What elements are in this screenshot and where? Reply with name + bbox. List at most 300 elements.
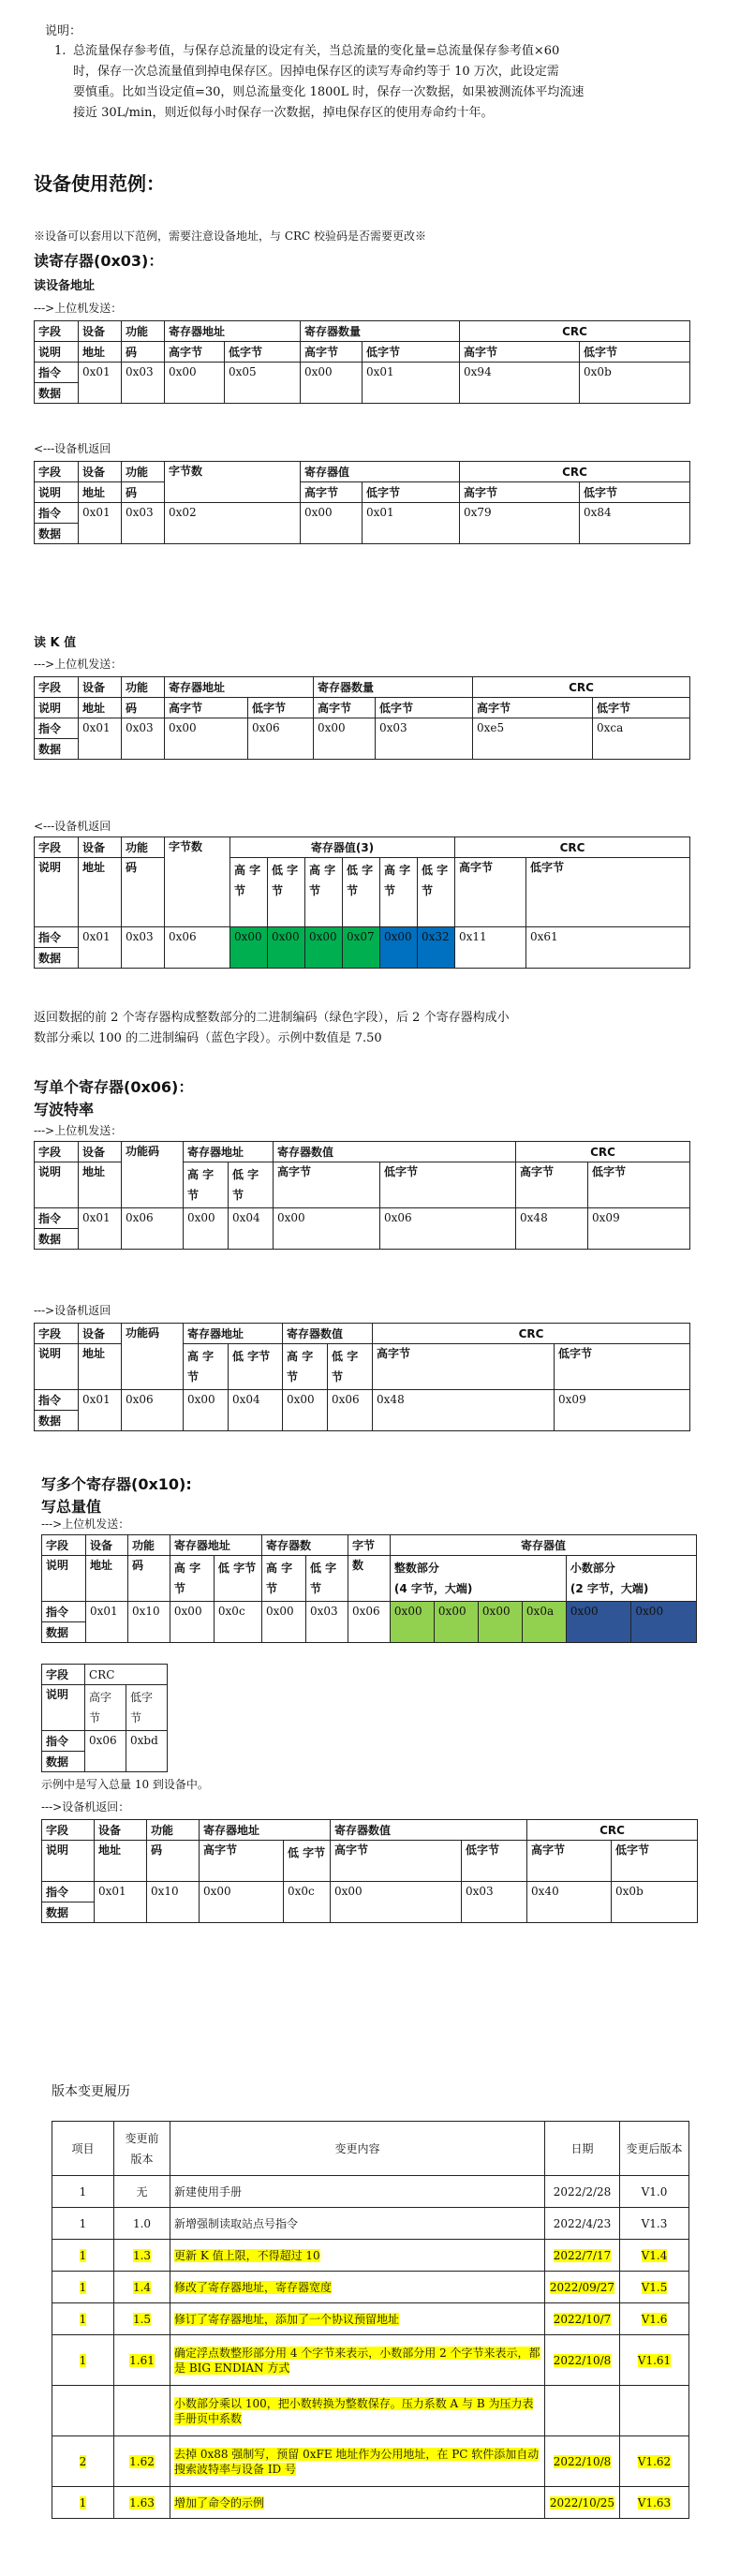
decimal-part-note: (2 字节，大端) [570,1582,649,1595]
history-date-cell [545,2436,620,2487]
examples-note: ※设备可以套用以下范例，需要注意设备地址，与 CRC 校验码是否需要更改※ [34,229,427,243]
cell: 高字节 [473,698,593,718]
history-content-cell [170,2176,545,2208]
cell: 指令 [42,1731,85,1752]
cell: 低字节 [526,858,690,927]
cell: 0x04 [229,1208,274,1250]
cell: 0x01 [79,718,122,760]
blue-cell: 0x00 [566,1602,630,1643]
integer-part-label: 整数部分 [393,1562,439,1575]
green-cell: 0x00 [434,1602,478,1643]
cell: 地址 [79,698,122,718]
write10-crc-table [41,1664,168,1772]
cell: 0x00 [170,1602,214,1643]
history-item-cell [52,2272,114,2303]
write10-subtitle: 写总量值 [41,1498,102,1516]
cell: CRC [460,462,690,482]
cell: CRC [455,837,690,858]
cell: 地址 [79,342,122,363]
header-cell: 项目 [52,2122,114,2176]
read03-subtitle: 读设备地址 [34,279,96,293]
green-cell: 0x00 [478,1602,522,1643]
cell: 0x03 [122,927,165,969]
cell: 0x48 [516,1208,588,1250]
note-body [54,41,729,124]
history-date-cell [545,2176,620,2208]
cell: 设备 [79,462,122,482]
cell: 功能码 [122,1142,184,1208]
cell: 0x03 [122,718,165,760]
cell: 字段 [35,462,79,482]
cell: 0x01 [79,363,122,404]
cell: 码 [122,698,165,718]
history-content-cell [170,2303,545,2335]
history-item-cell [52,2386,114,2436]
history-content: 去掉 0x88 强制写，预留 0xFE 地址作为公用地址，在 PC 软件添加自动搜索波特率与设备 ID 号 [174,2447,540,2476]
cell: 高 字节 [230,858,268,927]
cell: 地址 [79,1344,122,1390]
cell: 高 字 节 [184,1162,229,1208]
cell: 指令 [35,927,79,948]
history-after-cell [620,2303,689,2335]
cell: 高字节 [373,1344,555,1390]
history-before-cell [114,2436,170,2487]
write06-send-label: --->上位机发送： [34,1124,123,1137]
cell [566,1556,696,1602]
blue-cell: 0x00 [631,1602,697,1643]
cell: 0x00 [301,503,363,544]
history-content: 确定浮点数整形部分用 4 个字节来表示，小数部分用 2 个字节来表示，都是 BIG ENDIAN 方式 [174,2346,540,2375]
history-date: 2022/7/17 [553,2248,612,2262]
cell: 低字节 [555,1344,690,1390]
cell: 0xbd [126,1731,168,1772]
cell: 数据 [42,1902,95,1923]
history-after: V1.62 [637,2454,672,2468]
read03-send-label: --->上位机发送： [34,302,123,315]
cell: 说明 [35,342,79,363]
note-line: 要慎重。比如当设定值=30，则总流量变化 1800L 时，保存一次数据，如果被测流体平均流速 [73,85,585,99]
history-item-cell [52,2240,114,2272]
cell: 说明 [42,1685,85,1731]
write10-send-table [41,1534,697,1643]
cell: 低字节 [580,482,690,503]
history-before: 无 [136,2184,148,2198]
cell: 高字节 [460,342,580,363]
cell: 低字节 [248,698,314,718]
cell: 低字节 [580,342,690,363]
history-row [52,2240,689,2272]
history-before-cell [114,2272,170,2303]
history-date-cell [545,2272,620,2303]
cell: 字段 [42,1665,85,1685]
cell: 0x01 [86,1602,128,1643]
history-content-cell [170,2240,545,2272]
cell: 0x11 [455,927,526,969]
cell: 码 [147,1841,200,1882]
cell: 0xe5 [473,718,593,760]
write10-send-label: --->上位机发送： [41,1517,130,1531]
cell: 字节数 [165,837,230,927]
cell: 指令 [42,1602,86,1622]
decimal-part-label: 小数部分 [570,1562,615,1575]
cell: 数据 [42,1752,85,1772]
history-item: 1 [79,2216,87,2230]
cell: 低字节 [593,698,690,718]
cell: 0x03 [122,503,165,544]
cell: 数据 [35,524,79,544]
history-before-cell [114,2335,170,2386]
cell: 设备 [79,677,122,698]
cell: 设备 [79,837,122,858]
cell: 高字节 [165,698,248,718]
cell: 码 [122,342,165,363]
cell: 0x0c [214,1602,261,1643]
history-body [52,2176,689,2519]
cell: 功能码 [122,1324,184,1390]
cell: 0x02 [165,503,301,544]
cell: 低字节 [612,1841,698,1882]
history-item: 1 [79,2495,87,2509]
history-row [52,2176,689,2208]
cell: 字段 [35,837,79,858]
read03-recv-label: <---设备机返回 [34,442,111,455]
history-content: 更新 K 值上限，不得超过 10 [174,2248,320,2262]
cell: 寄存器地址 [165,677,314,698]
note-number: 1. [54,44,67,58]
cell: 0x01 [79,1390,122,1431]
cell: 0x06 [328,1390,373,1431]
note-line: 接近 30L/min，则近似每小时保存一次数据，掉电保存区的使用寿命约十年。 [73,106,494,120]
cell: 高 字节 [283,1344,328,1390]
history-after: V1.5 [641,2280,668,2294]
cell: 功能 [147,1820,200,1841]
write06-send-table [34,1141,690,1250]
cell: 0x01 [79,927,122,969]
cell: 低 字节 [343,858,380,927]
history-title: 版本变更履历 [52,2084,130,2099]
readK-recv-table [34,836,690,969]
cell: 0x48 [373,1390,555,1431]
history-item-cell [52,2208,114,2240]
cell: 指令 [35,363,79,383]
history-content-cell [170,2208,545,2240]
cell: 地址 [79,1162,122,1208]
cell [390,1556,566,1602]
cell: 数据 [35,1229,79,1250]
history-after-cell [620,2208,689,2240]
history-table [52,2121,689,2519]
cell: 设备 [86,1535,128,1556]
cell: 高 字节 [380,858,418,927]
history-after: V1.3 [641,2216,668,2230]
cell: 说明 [35,698,79,718]
cell: 低 字节 [418,858,455,927]
readK-subtitle: 读 K 值 [34,636,77,650]
history-date-cell [545,2487,620,2519]
cell: 寄存器值(3) [230,837,455,858]
cell: 0x03 [376,718,473,760]
cell: 0x00 [314,718,376,760]
cell: 高字节 [165,342,225,363]
cell: 功能 [122,837,165,858]
cell: 寄存器地址 [184,1142,274,1162]
note-line: 时，保存一次总流量值到掉电保存区。因掉电保存区的读写寿命约等于 10 万次，此设定需 [73,65,559,79]
cell: 地址 [95,1841,147,1882]
cell: 0x03 [306,1602,348,1643]
history-after: V1.4 [641,2248,668,2262]
green-cell: 0x00 [305,927,343,969]
history-row [52,2208,689,2240]
cell: 功能 [122,321,165,342]
history-before: 1.63 [129,2495,155,2509]
cell: 设备 [79,1142,122,1162]
cell: 寄存器地址 [170,1535,261,1556]
header-cell: 变更后版本 [620,2122,689,2176]
cell: 寄存器数量 [301,321,460,342]
cell: 0x04 [229,1390,283,1431]
history-date: 2022/09/27 [549,2280,615,2294]
cell: 低字节 [363,482,460,503]
history-after: V1.6 [641,2312,668,2326]
cell: 0x05 [225,363,301,404]
cell: 0x84 [580,503,690,544]
cell: 0x00 [283,1390,328,1431]
cell: 字段 [35,677,79,698]
cell: 寄存器地址 [165,321,301,342]
cell: 0x79 [460,503,580,544]
cell: 低 字 节 [229,1162,274,1208]
history-content: 修改了寄存器地址，寄存器宽度 [174,2280,333,2294]
cell: 高字节 [460,482,580,503]
cell: 字段 [35,321,79,342]
history-content-cell [170,2487,545,2519]
write06-recv-table [34,1323,690,1431]
blue-cell: 0x32 [418,927,455,969]
cell: 寄存器数值 [274,1142,516,1162]
cell: 0x0b [612,1882,698,1923]
green-cell: 0x00 [230,927,268,969]
examples-heading: 设备使用范例： [34,172,165,195]
history-after-cell [620,2176,689,2208]
cell: 0xca [593,718,690,760]
write06-recv-label: --->设备机返回 [34,1304,111,1317]
cell: 高字节 [314,698,376,718]
cell: 寄存器值 [301,462,460,482]
history-item: 1 [79,2353,87,2367]
history-row [52,2272,689,2303]
cell: CRC [85,1665,168,1685]
history-content: 新建使用手册 [174,2184,243,2198]
cell: 低 字节 [306,1556,348,1602]
history-content: 修订了寄存器地址，添加了一个协议预留地址 [174,2312,400,2326]
history-before-cell [114,2208,170,2240]
cell: 0x00 [331,1882,462,1923]
cell: 低 字节 [268,858,305,927]
cell: 寄存器数值 [283,1324,373,1344]
history-after-cell [620,2436,689,2487]
cell: 低 字节 [328,1344,373,1390]
history-date: 2022/10/8 [553,2454,612,2468]
history-item-cell [52,2436,114,2487]
green-cell: 0x07 [343,927,380,969]
history-row [52,2487,689,2519]
history-date: 2022/10/8 [553,2353,612,2367]
history-content-cell [170,2386,545,2436]
cell: 0x01 [95,1882,147,1923]
cell: 0x06 [122,1208,184,1250]
history-row [52,2303,689,2335]
cell: 高 字节 [184,1344,229,1390]
history-item-cell [52,2176,114,2208]
cell: 寄存器数 [262,1535,348,1556]
cell: 0x00 [184,1208,229,1250]
cell: 设备 [95,1820,147,1841]
cell: 0x06 [380,1208,516,1250]
cell: 0x03 [462,1882,527,1923]
cell: 0x10 [147,1882,200,1923]
history-row [52,2386,689,2436]
history-content-cell [170,2272,545,2303]
cell: 寄存器地址 [200,1820,331,1841]
history-before: 1.5 [132,2312,152,2326]
cell: 说明 [42,1556,86,1602]
cell: 数 [348,1556,390,1602]
cell: 指令 [35,1390,79,1411]
readK-explain-line1: 返回数据的前 2 个寄存器构成整数部分的二进制编码（绿色字段），后 2 个寄存器构成小 [34,1011,510,1025]
history-item: 1 [79,2312,87,2326]
history-date-cell [545,2386,620,2436]
green-cell: 0x00 [268,927,305,969]
cell: 高 字节 [305,858,343,927]
cell: CRC [460,321,690,342]
history-content-cell [170,2436,545,2487]
cell: 寄存器地址 [184,1324,283,1344]
cell: 数据 [35,739,79,760]
cell: 低 字节 [284,1841,331,1882]
cell: 地址 [79,482,122,503]
cell: 寄存器值 [390,1535,696,1556]
history-item: 1 [79,2248,87,2262]
cell: 0x61 [526,927,690,969]
history-before: 1.4 [132,2280,152,2294]
cell: 设备 [79,321,122,342]
history-before-cell [114,2176,170,2208]
history-item: 1 [79,2184,87,2198]
history-date-cell [545,2240,620,2272]
cell: 低 字节 [229,1344,283,1390]
history-before-cell [114,2303,170,2335]
cell: CRC [373,1324,690,1344]
history-before-cell [114,2240,170,2272]
history-date-cell [545,2303,620,2335]
cell: 0x01 [79,503,122,544]
cell: 设备 [79,1324,122,1344]
history-row [52,2436,689,2487]
history-date: 2022/2/28 [553,2184,612,2198]
cell: 高字节 [527,1841,612,1882]
blue-cell: 0x00 [380,927,418,969]
cell: 字段 [35,1324,79,1344]
write10-recv-label: --->设备机返回： [41,1800,130,1814]
cell: 低字节 [462,1841,527,1882]
cell: 高字节 [455,858,526,927]
history-row [52,2335,689,2386]
cell: 码 [122,482,165,503]
history-before: 1.3 [132,2248,152,2262]
read03-title: 读寄存器(0x03)： [34,252,164,270]
history-item-cell [52,2303,114,2335]
cell: 0x00 [200,1882,284,1923]
history-before: 1.61 [129,2353,155,2367]
history-item: 2 [79,2454,87,2468]
history-date-cell [545,2335,620,2386]
note-line: 总流量保存参考值，与保存总流量的设定有关，当总流量的变化量=总流量保存参考值×60 [73,44,560,58]
cell: 0x0b [580,363,690,404]
history-content: 新增强制读取站点号指令 [174,2216,299,2230]
write10-title: 写多个寄存器(0x10): [41,1475,192,1493]
cell: 字节 [348,1535,390,1556]
history-item-cell [52,2335,114,2386]
cell: 说明 [35,858,79,927]
history-content-cell [170,2335,545,2386]
green-cell: 0x0a [522,1602,566,1643]
cell: 功能 [127,1535,170,1556]
cell: 0x00 [165,718,248,760]
history-after-cell [620,2272,689,2303]
cell: 字段 [42,1535,86,1556]
history-before: 1.0 [132,2216,152,2230]
cell: 指令 [35,1208,79,1229]
cell: 码 [122,858,165,927]
cell: 0x01 [363,503,460,544]
cell: 说明 [35,1344,79,1390]
cell: CRC [527,1820,698,1841]
cell: 高 字节 [170,1556,214,1602]
history-after: V1.61 [637,2353,672,2367]
read03-send-table [34,320,690,404]
readK-explain-line2: 数部分乘以 100 的二进制编码（蓝色字段）。示例中数值是 7.50 [34,1031,382,1045]
note-label: 说明： [45,24,82,38]
read03-recv-table [34,461,690,544]
history-after-cell [620,2487,689,2519]
write10-example-note: 示例中是写入总量 10 到设备中。 [41,1778,209,1791]
cell: 高字节 [301,482,363,503]
history-date: 2022/10/25 [549,2495,615,2509]
cell: 说明 [35,1162,79,1208]
readK-send-label: --->上位机发送： [34,658,123,671]
cell: 0x10 [127,1602,170,1643]
cell: 说明 [42,1841,95,1882]
cell: 0x06 [165,927,230,969]
cell: 0x01 [79,1208,122,1250]
history-date-cell [545,2208,620,2240]
cell: 低字节 [225,342,301,363]
history-after: V1.63 [637,2495,672,2509]
cell: 0x94 [460,363,580,404]
history-after-cell [620,2335,689,2386]
cell: 高字节 [516,1162,588,1208]
history-before-cell [114,2386,170,2436]
history-item: 1 [79,2280,87,2294]
cell: 寄存器数量 [314,677,473,698]
cell: 0x06 [122,1390,184,1431]
cell: 数据 [42,1622,86,1643]
cell: 0x01 [363,363,460,404]
cell: 高字节 [200,1841,284,1882]
cell: 0x09 [588,1208,690,1250]
cell: 指令 [35,503,79,524]
green-cell: 0x00 [390,1602,434,1643]
